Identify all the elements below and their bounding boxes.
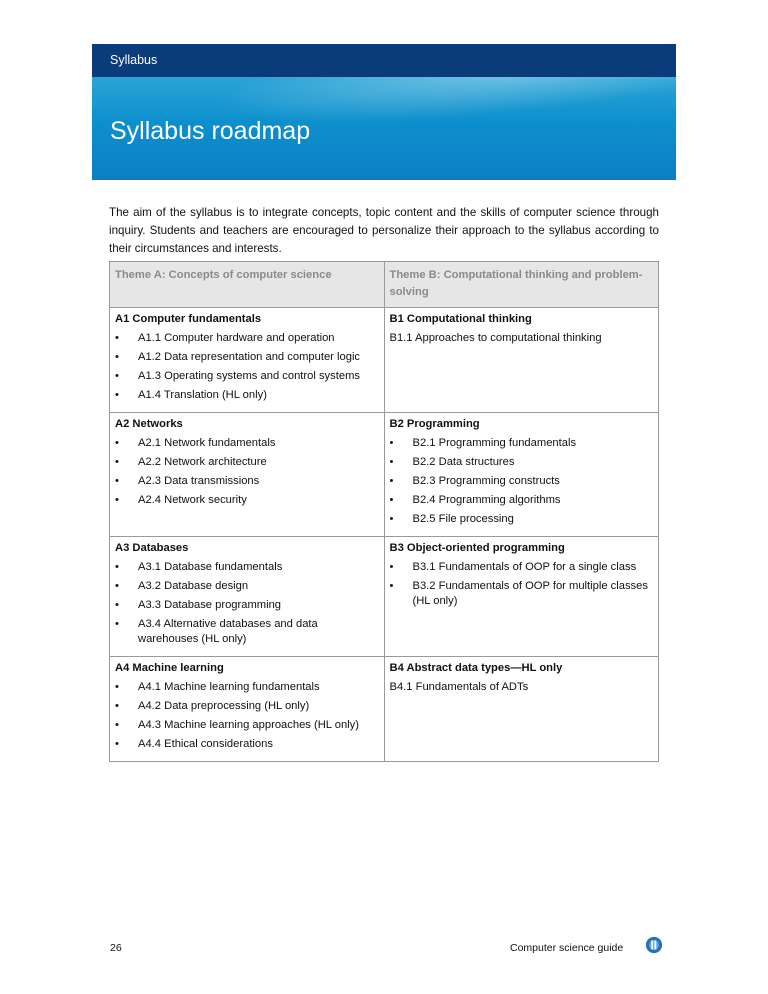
unit-heading: B3 Object-oriented programming (389, 542, 565, 554)
table-row (110, 413, 659, 537)
unit-heading: A4 Machine learning (115, 662, 224, 674)
table-row (110, 657, 659, 762)
table-cell (384, 413, 659, 537)
topic-item: • A1.2 Data representation and computer logic (115, 350, 380, 365)
topic-item: • A4.4 Ethical considerations (115, 737, 380, 752)
unit-heading: A3 Databases (115, 542, 189, 554)
topic-list (115, 680, 380, 752)
unit-heading: A1 Computer fundamentals (115, 313, 262, 325)
topic-item: • B2.4 Programming algorithms (390, 493, 655, 508)
topic-item: B4.1 Fundamentals of ADTs (389, 681, 529, 693)
table-header-row (110, 262, 659, 308)
title-banner (92, 77, 676, 180)
table-row (110, 308, 659, 413)
unit-heading: B4 Abstract data types—HL only (389, 662, 563, 674)
topic-item: • B2.2 Data structures (390, 455, 655, 470)
topic-item: • A1.3 Operating systems and control systems (115, 369, 380, 384)
guide-title: Computer science guide (510, 942, 624, 954)
table-cell (384, 308, 659, 413)
topic-list (115, 331, 380, 403)
section-bar (92, 44, 676, 77)
topic-item: • B2.5 File processing (390, 512, 655, 527)
topic-item: • A3.3 Database programming (115, 598, 380, 613)
topic-item: • A3.4 Alternative databases and data warehouses (HL only) (115, 617, 380, 647)
unit-heading: A2 Networks (115, 418, 183, 430)
table-cell (110, 537, 385, 657)
page-title: Syllabus roadmap (110, 117, 311, 145)
topic-item: • B2.3 Programming constructs (390, 474, 655, 489)
intro-paragraph: The aim of the syllabus is to integrate concepts, topic content and the skills of computer science through inquiry. Students and teachers are encouraged to personalize their approach to the syllabus according to their circumstances and interests. (109, 206, 659, 255)
table-cell (110, 413, 385, 537)
topic-item: • A4.1 Machine learning fundamentals (115, 680, 380, 695)
topic-item: • A4.2 Data preprocessing (HL only) (115, 699, 380, 714)
theme-b-header: Theme B: Computational thinking and problem-solving (384, 262, 659, 308)
topic-list (115, 560, 380, 647)
topic-item: • A2.1 Network fundamentals (115, 436, 380, 451)
topic-item: • A2.2 Network architecture (115, 455, 380, 470)
topic-item: B1.1 Approaches to computational thinking (389, 332, 602, 344)
table-row (110, 537, 659, 657)
topic-item: • A1.1 Computer hardware and operation (115, 331, 380, 346)
table-cell (110, 308, 385, 413)
table-cell (384, 657, 659, 762)
table-cell (384, 537, 659, 657)
topic-item: • B3.1 Fundamentals of OOP for a single class (390, 560, 655, 575)
theme-a-header: Theme A: Concepts of computer science (110, 262, 385, 308)
topic-item: • A2.4 Network security (115, 493, 380, 508)
topic-item: • A2.3 Data transmissions (115, 474, 380, 489)
table-cell (110, 657, 385, 762)
topic-list (390, 436, 655, 527)
page-number: 26 (110, 942, 122, 954)
topic-list (115, 436, 380, 508)
topic-item: • A4.3 Machine learning approaches (HL only) (115, 718, 380, 733)
unit-heading: B2 Programming (389, 418, 480, 430)
topic-item: • B3.2 Fundamentals of OOP for multiple classes (HL only) (390, 579, 655, 609)
topic-list (390, 560, 655, 609)
unit-heading: B1 Computational thinking (389, 313, 532, 325)
ib-logo-icon (645, 936, 663, 954)
topic-item: • A3.1 Database fundamentals (115, 560, 380, 575)
topic-item: • A3.2 Database design (115, 579, 380, 594)
topic-item: • A1.4 Translation (HL only) (115, 388, 380, 403)
syllabus-roadmap-table (109, 261, 659, 762)
section-label: Syllabus (110, 53, 158, 67)
topic-item: • B2.1 Programming fundamentals (390, 436, 655, 451)
